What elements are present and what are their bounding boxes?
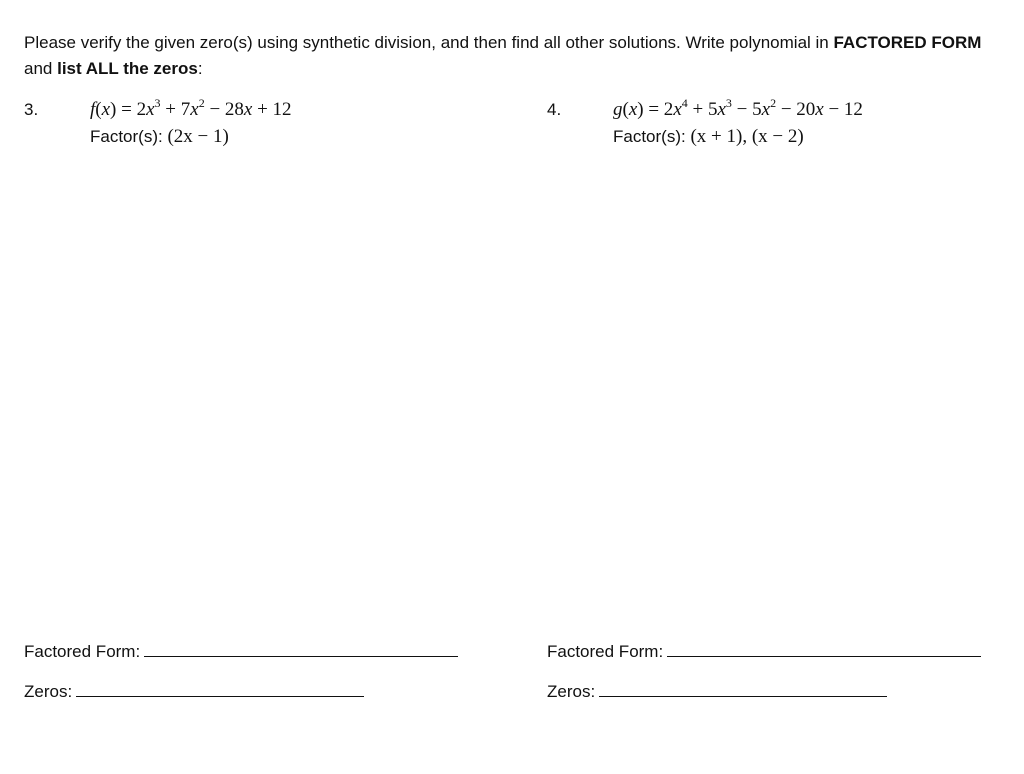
instructions-text-1: Please verify the given zero(s) using synthetic division, and then find all other solutions. Write polynomial in — [24, 33, 834, 52]
factor-label: Factor(s): — [613, 127, 686, 146]
factor-line — [90, 123, 510, 150]
factored-form-label: Factored Form: — [547, 642, 664, 661]
instructions-bold-2: list ALL the zeros — [57, 59, 198, 78]
instructions-text-3: : — [197, 59, 203, 78]
zeros-label: Zeros: — [547, 682, 596, 701]
function-variable: x — [628, 99, 638, 120]
polynomial-g: $g(x) = 2x^4 + 5x^3 - 5x^2 - 20x - 12$ — [613, 96, 863, 120]
function-name: g — [613, 99, 623, 120]
zeros-3 — [24, 681, 364, 703]
factor-value: (2x − 1) — [167, 126, 229, 147]
zeros-label: Zeros: — [24, 682, 73, 701]
instructions-bold-1: FACTORED FORM — [833, 33, 982, 52]
instructions-text-2: and — [24, 59, 58, 78]
instructions — [24, 30, 1004, 82]
factored-form-blank[interactable] — [144, 642, 458, 657]
zeros-blank[interactable] — [76, 682, 364, 697]
problem-body — [613, 96, 1024, 150]
problem-number: 4. — [547, 100, 562, 119]
polynomial-f: $f(x) = 2x^3 + 7x^2 - 28x + 12$ — [90, 96, 292, 120]
problem-body — [90, 96, 510, 150]
factored-form-3 — [24, 641, 458, 663]
problem-number: 3. — [24, 100, 39, 119]
factored-form-label: Factored Form: — [24, 642, 141, 661]
function-variable: x — [101, 99, 111, 120]
factor-value: (x + 1), (x − 2) — [690, 126, 804, 147]
factored-form-blank[interactable] — [667, 642, 981, 657]
factor-label: Factor(s): — [90, 127, 163, 146]
function-name: f — [90, 99, 96, 120]
factored-form-4 — [547, 641, 981, 663]
zeros-blank[interactable] — [599, 682, 887, 697]
zeros-4 — [547, 681, 887, 703]
factor-line — [613, 123, 1024, 150]
